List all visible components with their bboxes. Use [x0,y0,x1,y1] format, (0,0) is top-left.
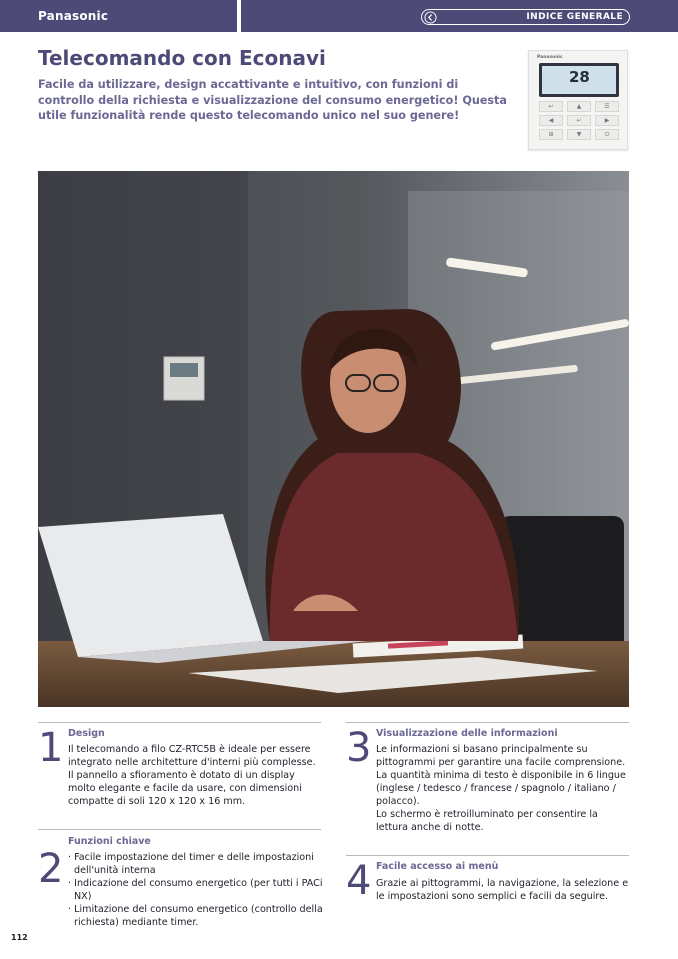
feature-list [68,851,324,929]
list-item: · Limitazione del consumo energetico (controllo della richiesta) mediante timer. [68,903,324,929]
remote-controller-image [528,50,628,150]
remote-keypad [539,101,619,143]
header-divider [237,0,241,32]
remote-brand: Panasonic [537,55,563,60]
feature-number: 4 [346,858,372,904]
office-scene-illustration [38,171,629,707]
list-item: · Facile impostazione del timer e delle impostazioni dell'unità interna [68,851,324,877]
remote-key: ☰ [595,101,619,112]
section-rule [38,722,321,723]
feature-title: Visualizzazione delle informazioni [376,728,558,739]
index-button[interactable] [421,9,630,25]
feature-number: 1 [38,725,64,771]
remote-key: ▶ [595,115,619,126]
remote-key: ▼ [567,129,591,140]
feature-body-2: Lo schermo è retroilluminato per consentire la lettura anche di notte. [376,809,598,833]
remote-key: ↩ [539,101,563,112]
intro-text: Facile da utilizzare, design accattivante e intuitivo, con funzioni di controllo della richiesta e visualizzazione del consumo energetico! Questa utile funzionalità rende questo telecomando unico nel suo genere! [38,78,507,122]
index-label: INDICE GENERALE [526,12,623,22]
feature-title: Design [68,728,105,739]
remote-key: ▲ [567,101,591,112]
hero-photo [38,171,629,707]
remote-display [539,63,619,97]
chevron-left-icon [424,11,437,24]
page-number: 112 [11,933,28,942]
remote-key: ↵ [567,115,591,126]
feature-body: Grazie ai pittogrammi, la navigazione, la selezione e le impostazioni sono semplici e facili da seguire. [376,878,629,902]
feature-number: 3 [346,725,372,771]
brand-logo: Panasonic [38,9,109,23]
list-item: · Indicazione del consumo energetico (per tutti i PACi NX) [68,877,324,903]
section-rule [346,855,629,856]
section-rule [346,722,629,723]
remote-key: ⊞ [539,129,563,140]
header-bar [0,0,678,32]
feature-body: Il telecomando a filo CZ-RTC5B è ideale per essere integrato nelle architetture d'interni più complesse. Il pannello a sfioramento è dotato di un display molto elegante e facile da usare, con dimensioni compatte di soli 120 x 120 x 16 mm. [68,744,316,807]
page-title: Telecomando con Econavi [38,46,326,70]
feature-body: Le informazioni si basano principalmente su pittogrammi per garantire una facile comprensione. La quantità minima di testo è disponibile in 6 lingue (inglese / tedesco / francese / spagnolo / italiano / polacco). [376,744,626,807]
feature-title: Facile accesso ai menù [376,861,499,872]
section-rule [38,829,321,830]
feature-number: 2 [38,846,64,892]
feature-title: Funzioni chiave [68,836,151,847]
remote-key: ⏻ [595,129,619,140]
remote-display-temp: 28 [569,68,590,86]
remote-key: ◀ [539,115,563,126]
